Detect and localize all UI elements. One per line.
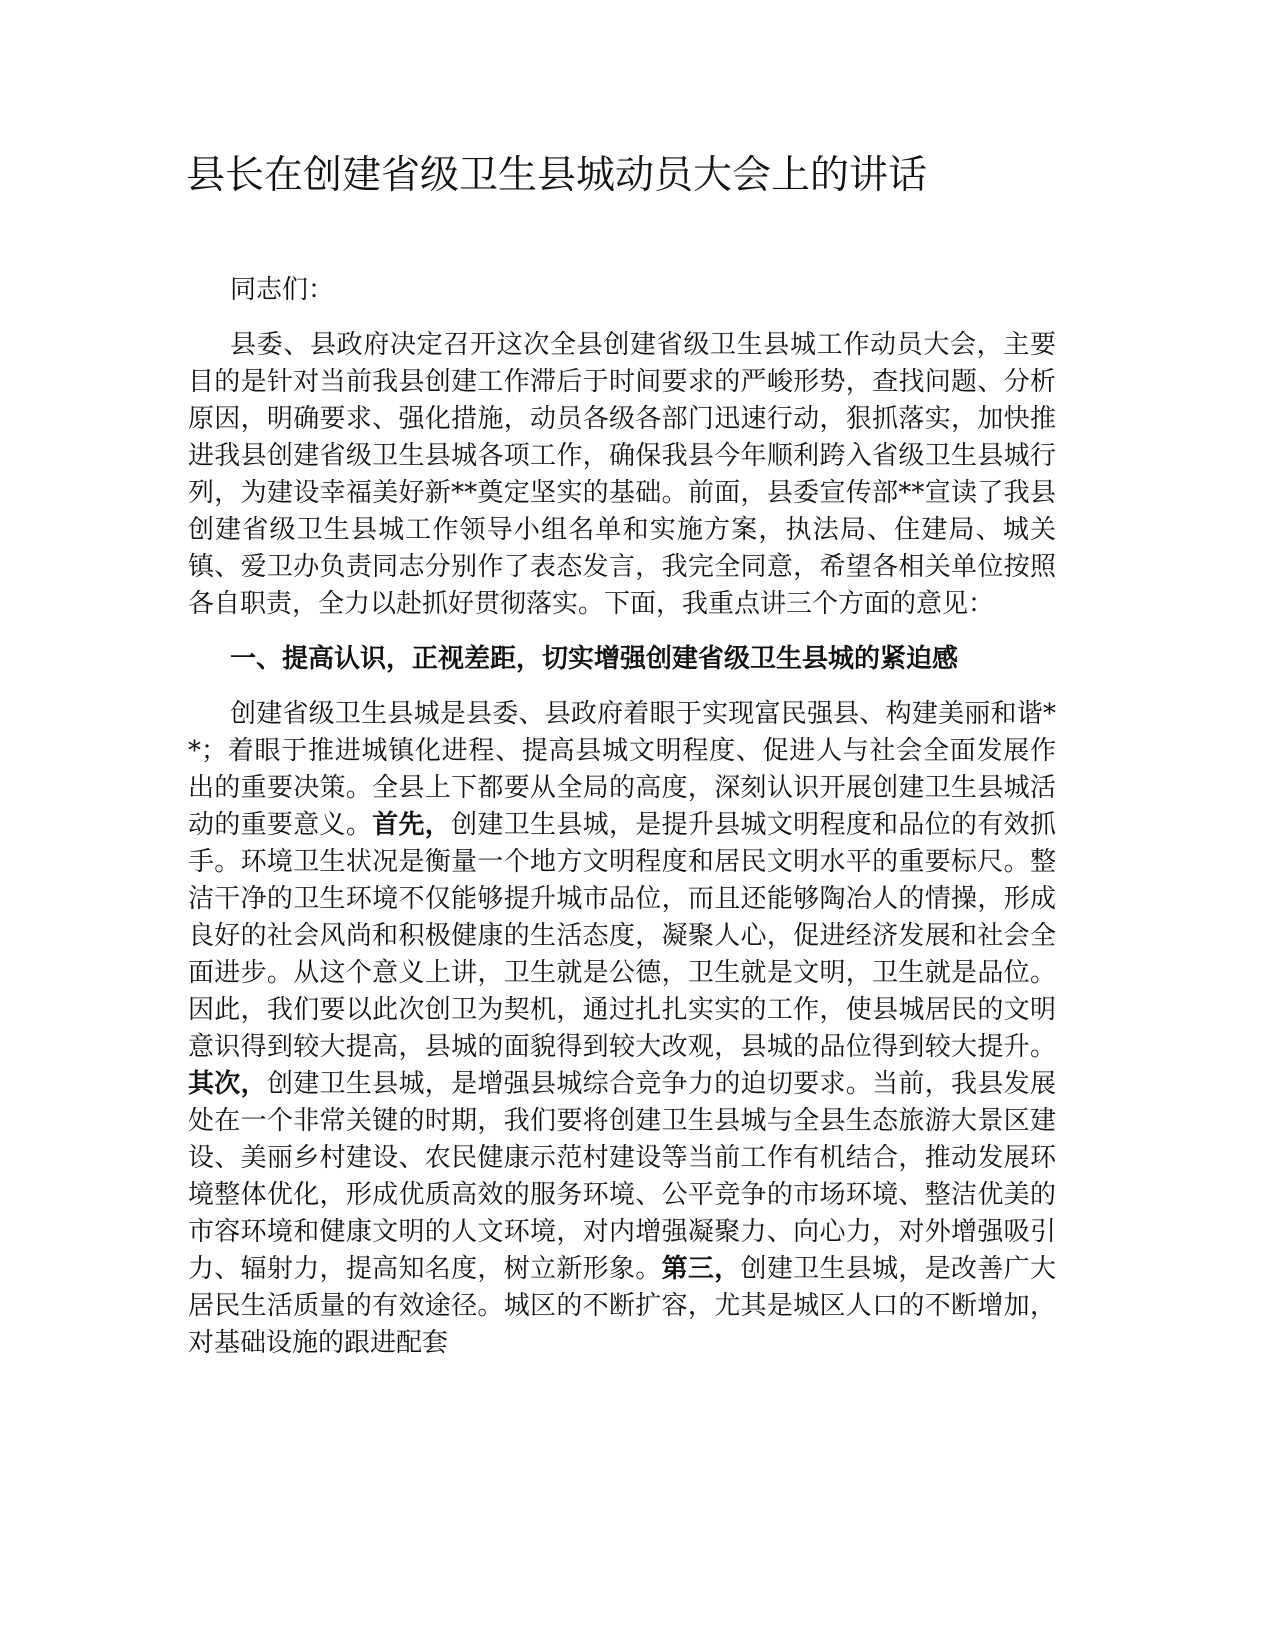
- section-1-paragraph: [188, 696, 1056, 1362]
- lead-third: 第三，: [661, 1254, 741, 1284]
- section-1-text-3: 创建卫生县城，是改善广大居民生活质量的有效途径。城区的不断扩容，尤其是城区人口的不断增加，对基础设施的跟进配套: [188, 1254, 1056, 1358]
- lead-second: 其次，: [188, 1069, 267, 1099]
- section-1-text-1: 创建卫生县城，是提升县城文明程度和品位的有效抓手。环境卫生状况是衡量一个地方文明程度和居民文明水平的重要标尺。整洁干净的卫生环境不仅能够提升城市品位，而且还能够陶冶人的情操，形成良好的社会风尚和积极健康的生活态度，凝聚人心，促进经济发展和社会全面进步。从这个意义上讲，卫生就是公德，卫生就是文明，卫生就是品位。因此，我们要以此次创卫为契机，通过扎扎实实的工作，使县城居民的文明意识得到较大提高，县城的面貌得到较大改观，县城的品位得到较大提升。: [188, 810, 1056, 1062]
- greeting: 同志们：: [230, 275, 335, 305]
- document-body: [188, 272, 1056, 1380]
- section-heading-1: 一、提高认识，正视差距，切实增强创建省级卫生县城的紧迫感: [230, 644, 959, 674]
- document-title: 县长在创建省级卫生县城动员大会上的讲话: [186, 153, 928, 198]
- intro-paragraph: 县委、县政府决定召开这次全县创建省级卫生县城工作动员大会，主要目的是针对当前我县创建工作滞后于时间要求的严峻形势，查找问题、分析原因，明确要求、强化措施，动员各级各部门迅速行动，狠抓落实，加快推进我县创建省级卫生县城各项工作，确保我县今年顺利跨入省级卫生县城行列，为建设幸福美好新**奠定坚实的基础。前面，县委宣传部**宣读了我县创建省级卫生县城工作领导小组名单和实施方案，执法局、住建局、城关镇、爱卫办负责同志分别作了表态发言，我完全同意，希望各相关单位按照各自职责，全力以赴抓好贯彻落实。下面，我重点讲三个方面的意见：: [188, 330, 1056, 619]
- section-1-text-2: 创建卫生县城，是增强县城综合竞争力的迫切要求。当前，我县发展处在一个非常关键的时期，我们要将创建卫生县城与全县生态旅游大景区建设、美丽乡村建设、农民健康示范村建设等当前工作有机结合，推动发展环境整体优化，形成优质高效的服务环境、公平竞争的市场环境、整洁优美的市容环境和健康文明的人文环境，对内增强凝聚力、向心力，对外增强吸引力、辐射力，提高知名度，树立新形象。: [188, 1069, 1056, 1284]
- lead-first: 首先，: [372, 810, 452, 840]
- section-1-text-0: 创建省级卫生县城是县委、县政府着眼于实现富民强县、构建美丽和谐**；着眼于推进城镇化进程、提高县城文明程度、促进人与社会全面发展作出的重要决策。全县上下都要从全局的高度，深刻认识开展创建卫生县城活动的重要意义。: [188, 699, 1056, 840]
